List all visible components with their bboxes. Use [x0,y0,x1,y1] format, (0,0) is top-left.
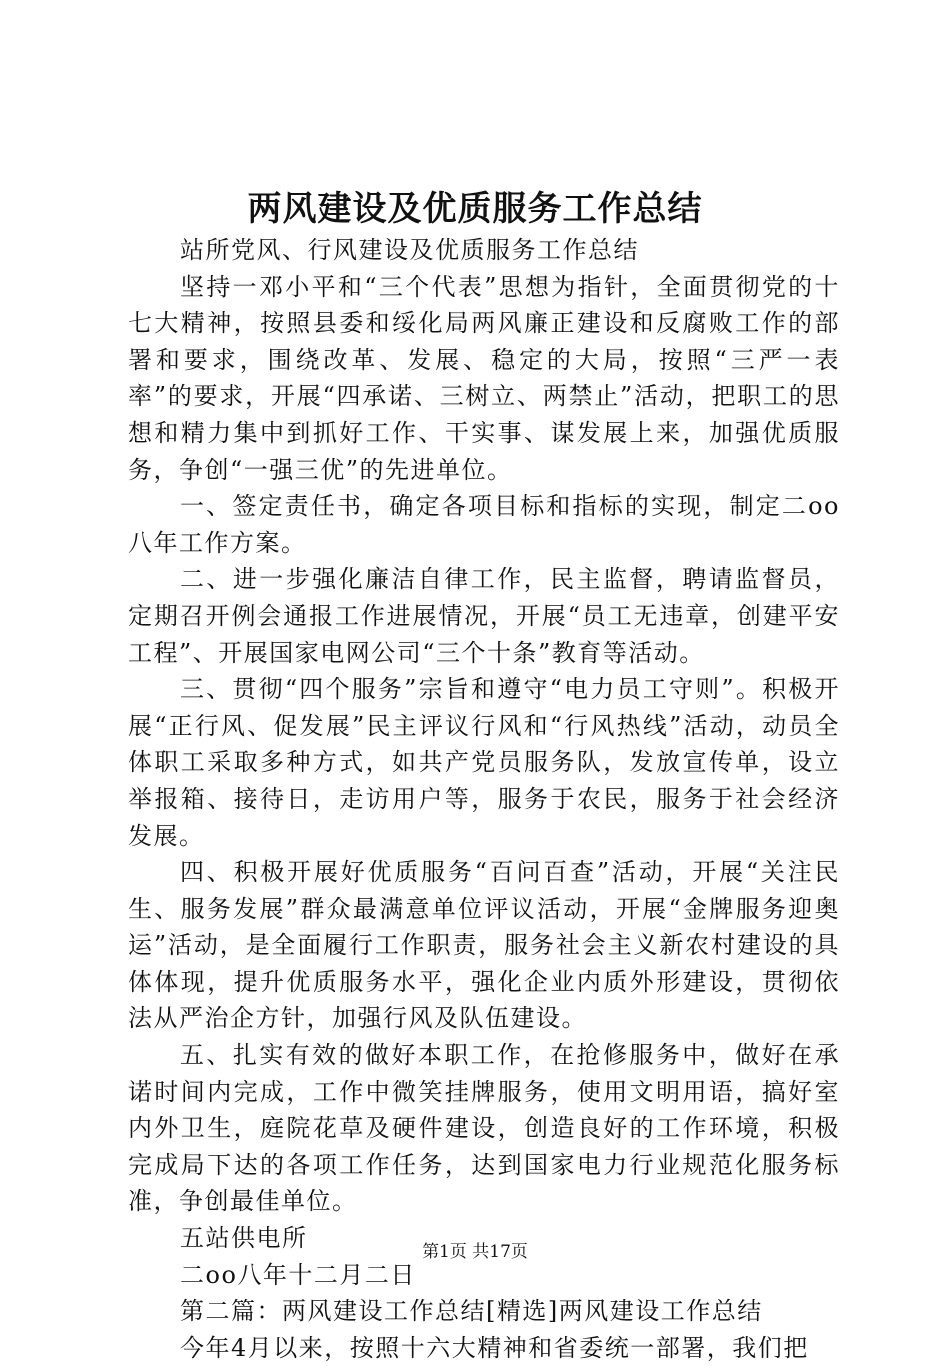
paragraph-subtitle: 站所党风、行风建设及优质服务工作总结 [180,236,639,264]
signature-unit: 五站供电所 [180,1224,308,1253]
document-body [128,232,840,1366]
page-number-footer: 第1页 共17页 [422,1242,528,1262]
signature-date: 二oo八年十二月二日 [180,1260,416,1289]
paragraph-item-4: 四、积极开展好优质服务“百问百查”活动，开展“关注民生、服务发展”群众最满意单位评议活动，开展“金牌服务迎奥运”活动，是全面履行工作职责，服务社会主义新农村建设的具体体现，提升优质服务水平，强化企业内质外形建设，贯彻依法从严治企方针，加强行风及队伍建设。 [128,858,840,1033]
paragraph-intro: 坚持一邓小平和“三个代表”思想为指针，全面贯彻党的十七大精神，按照县委和绥化局两风廉正建设和反腐败工作的部署和要求，围绕改革、发展、稳定的大局，按照“三严一表率”的要求，开展“四承诺、三树立、两禁止”活动，把职工的思想和精力集中到抓好工作、干实事、谋发展上来，加强优质服务，争创“一强三优”的先进单位。 [128,272,840,484]
document-title: 两风建设及优质服务工作总结 [247,189,703,229]
section-heading-part-2: 第二篇：两风建设工作总结[精选]两风建设工作总结 [180,1297,763,1326]
paragraph-item-3: 三、贯彻“四个服务”宗旨和遵守“电力员工守则”。积极开展“正行风、促发展”民主评议行风和“行风热线”活动，动员全体职工采取多种方式，如共产党员服务队，发放宣传单，设立举报箱、接待日，走访用户等，服务于农民，服务于社会经济发展。 [128,675,840,850]
paragraph-item-2: 二、进一步强化廉洁自律工作，民主监督，聘请监督员，定期召开例会通报工作进展情况，开展“员工无违章，创建平安工程”、开展国家电网公司“三个十条”教育等活动。 [128,565,840,667]
paragraph-part-2-intro: 今年4月以来，按照十六大精神和省委统一部署，我们把 [180,1333,809,1362]
paragraph-item-1: 一、签定责任书，确定各项目标和指标的实现，制定二oo八年工作方案。 [128,492,840,557]
paragraph-item-5: 五、扎实有效的做好本职工作，在抢修服务中，做好在承诺时间内完成，工作中微笑挂牌服务，使用文明用语，搞好室内外卫生，庭院花草及硬件建设，创造良好的工作环境，积极完成局下达的各项工作任务，达到国家电力行业规范化服务标准，争创最佳单位。 [128,1041,840,1216]
